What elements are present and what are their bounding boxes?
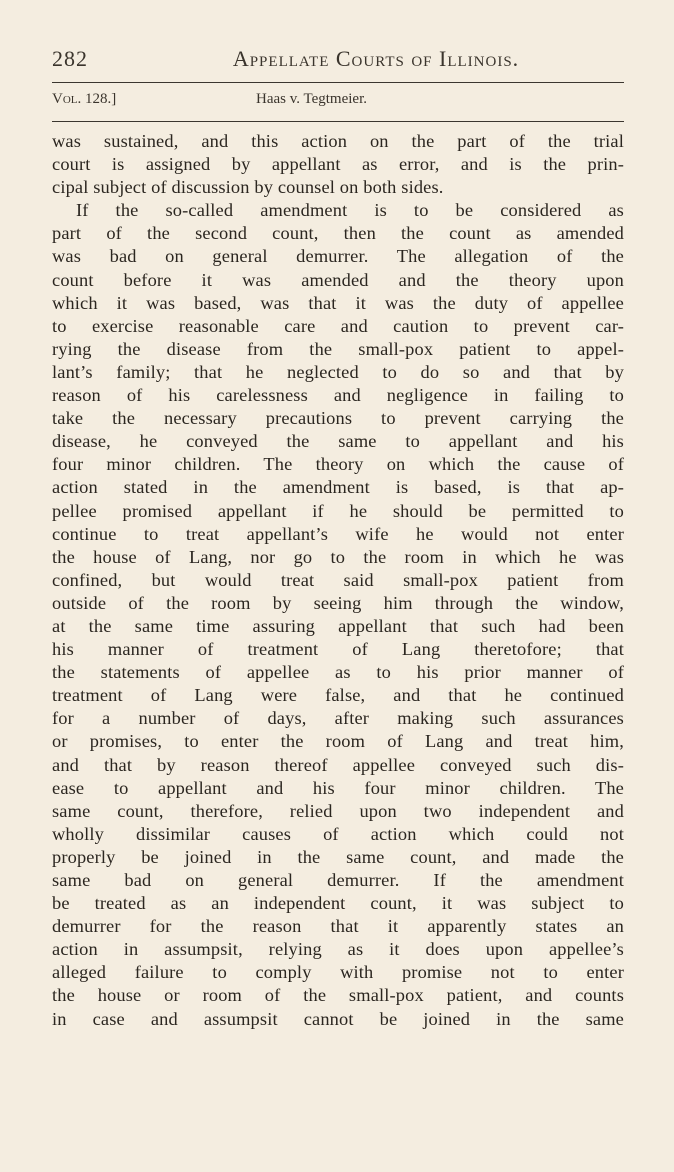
text-line: wholly dissimilar causes of action which could not	[52, 823, 624, 844]
text-line: action in assumpsit, relying as it does upon appellee’s	[52, 939, 624, 960]
running-title: Appellate Courts of Illinois.	[232, 46, 520, 71]
volume-label: Vol. 128.]	[52, 91, 117, 107]
text-line: pellee promised appellant if he should be permitted to	[52, 500, 624, 521]
text-line: at the same time assuring appellant that such had been	[52, 615, 624, 636]
text-line: and that by reason thereof appellee conveyed such dis-	[52, 754, 624, 775]
text-line: cipal subject of discussion by counsel on both sides.	[52, 177, 444, 198]
text-line: alleged failure to comply with promise not to enter	[52, 962, 624, 983]
text-line: rying the disease from the small-pox patient to appel-	[52, 338, 624, 359]
text-line: outside of the room by seeing him through the window,	[52, 592, 624, 613]
text-line: was bad on general demurrer. The allegation of the	[52, 246, 624, 267]
text-line: properly be joined in the same count, and made the	[52, 846, 624, 867]
case-subheader	[52, 91, 624, 113]
text-line: which it was based, was that it was the duty of appellee	[52, 292, 624, 313]
subheader-rule	[52, 121, 624, 122]
text-line: If the so-called amendment is to be considered as	[76, 200, 624, 221]
text-line: reason of his carelessness and negligence in failing to	[52, 385, 624, 406]
text-line: his manner of treatment of Lang theretofore; that	[52, 639, 624, 660]
text-line: for a number of days, after making such assurances	[52, 708, 624, 729]
text-line: same count, therefore, relied upon two independent and	[52, 800, 624, 821]
text-line: the house of Lang, nor go to the room in which he was	[52, 546, 624, 567]
text-line: action stated in the amendment is based, is that ap-	[52, 477, 624, 498]
text-line: to exercise reasonable care and caution to prevent car-	[52, 315, 624, 336]
text-line: court is assigned by appellant as error, and is the prin-	[52, 154, 624, 175]
text-line: disease, he conveyed the same to appellant and his	[52, 431, 624, 452]
text-line: treatment of Lang were false, and that he continued	[52, 685, 624, 706]
text-line: take the necessary precautions to prevent carrying the	[52, 408, 624, 429]
text-line: was sustained, and this action on the part of the trial	[52, 131, 624, 151]
page-number: 282	[52, 46, 88, 71]
running-head	[52, 46, 624, 76]
text-line: confined, but would treat said small-pox patient from	[52, 569, 624, 590]
text-line: part of the second count, then the count as amended	[52, 223, 624, 244]
text-line: count before it was amended and the theory upon	[52, 269, 624, 290]
text-line: four minor children. The theory on which the cause of	[52, 454, 624, 475]
text-line: or promises, to enter the room of Lang and treat him,	[52, 731, 624, 752]
text-line: demurrer for the reason that it apparently states an	[52, 916, 624, 937]
text-line: continue to treat appellant’s wife he would not enter	[52, 523, 624, 544]
header-rule	[52, 82, 624, 83]
text-line: be treated as an independent count, it was subject to	[52, 893, 624, 914]
body-text	[52, 130, 624, 1031]
text-line: ease to appellant and his four minor children. The	[52, 777, 624, 798]
text-line: the house or room of the small-pox patient, and counts	[52, 985, 624, 1006]
text-line: same bad on general demurrer. If the amendment	[52, 870, 624, 890]
book-page	[52, 46, 624, 1031]
case-name: Haas v. Tegtmeier.	[256, 91, 367, 107]
text-line: lant’s family; that he neglected to do so and that by	[52, 361, 624, 382]
text-line: the statements of appellee as to his prior manner of	[52, 662, 624, 683]
text-line: in case and assumpsit cannot be joined in the same	[52, 1008, 624, 1029]
